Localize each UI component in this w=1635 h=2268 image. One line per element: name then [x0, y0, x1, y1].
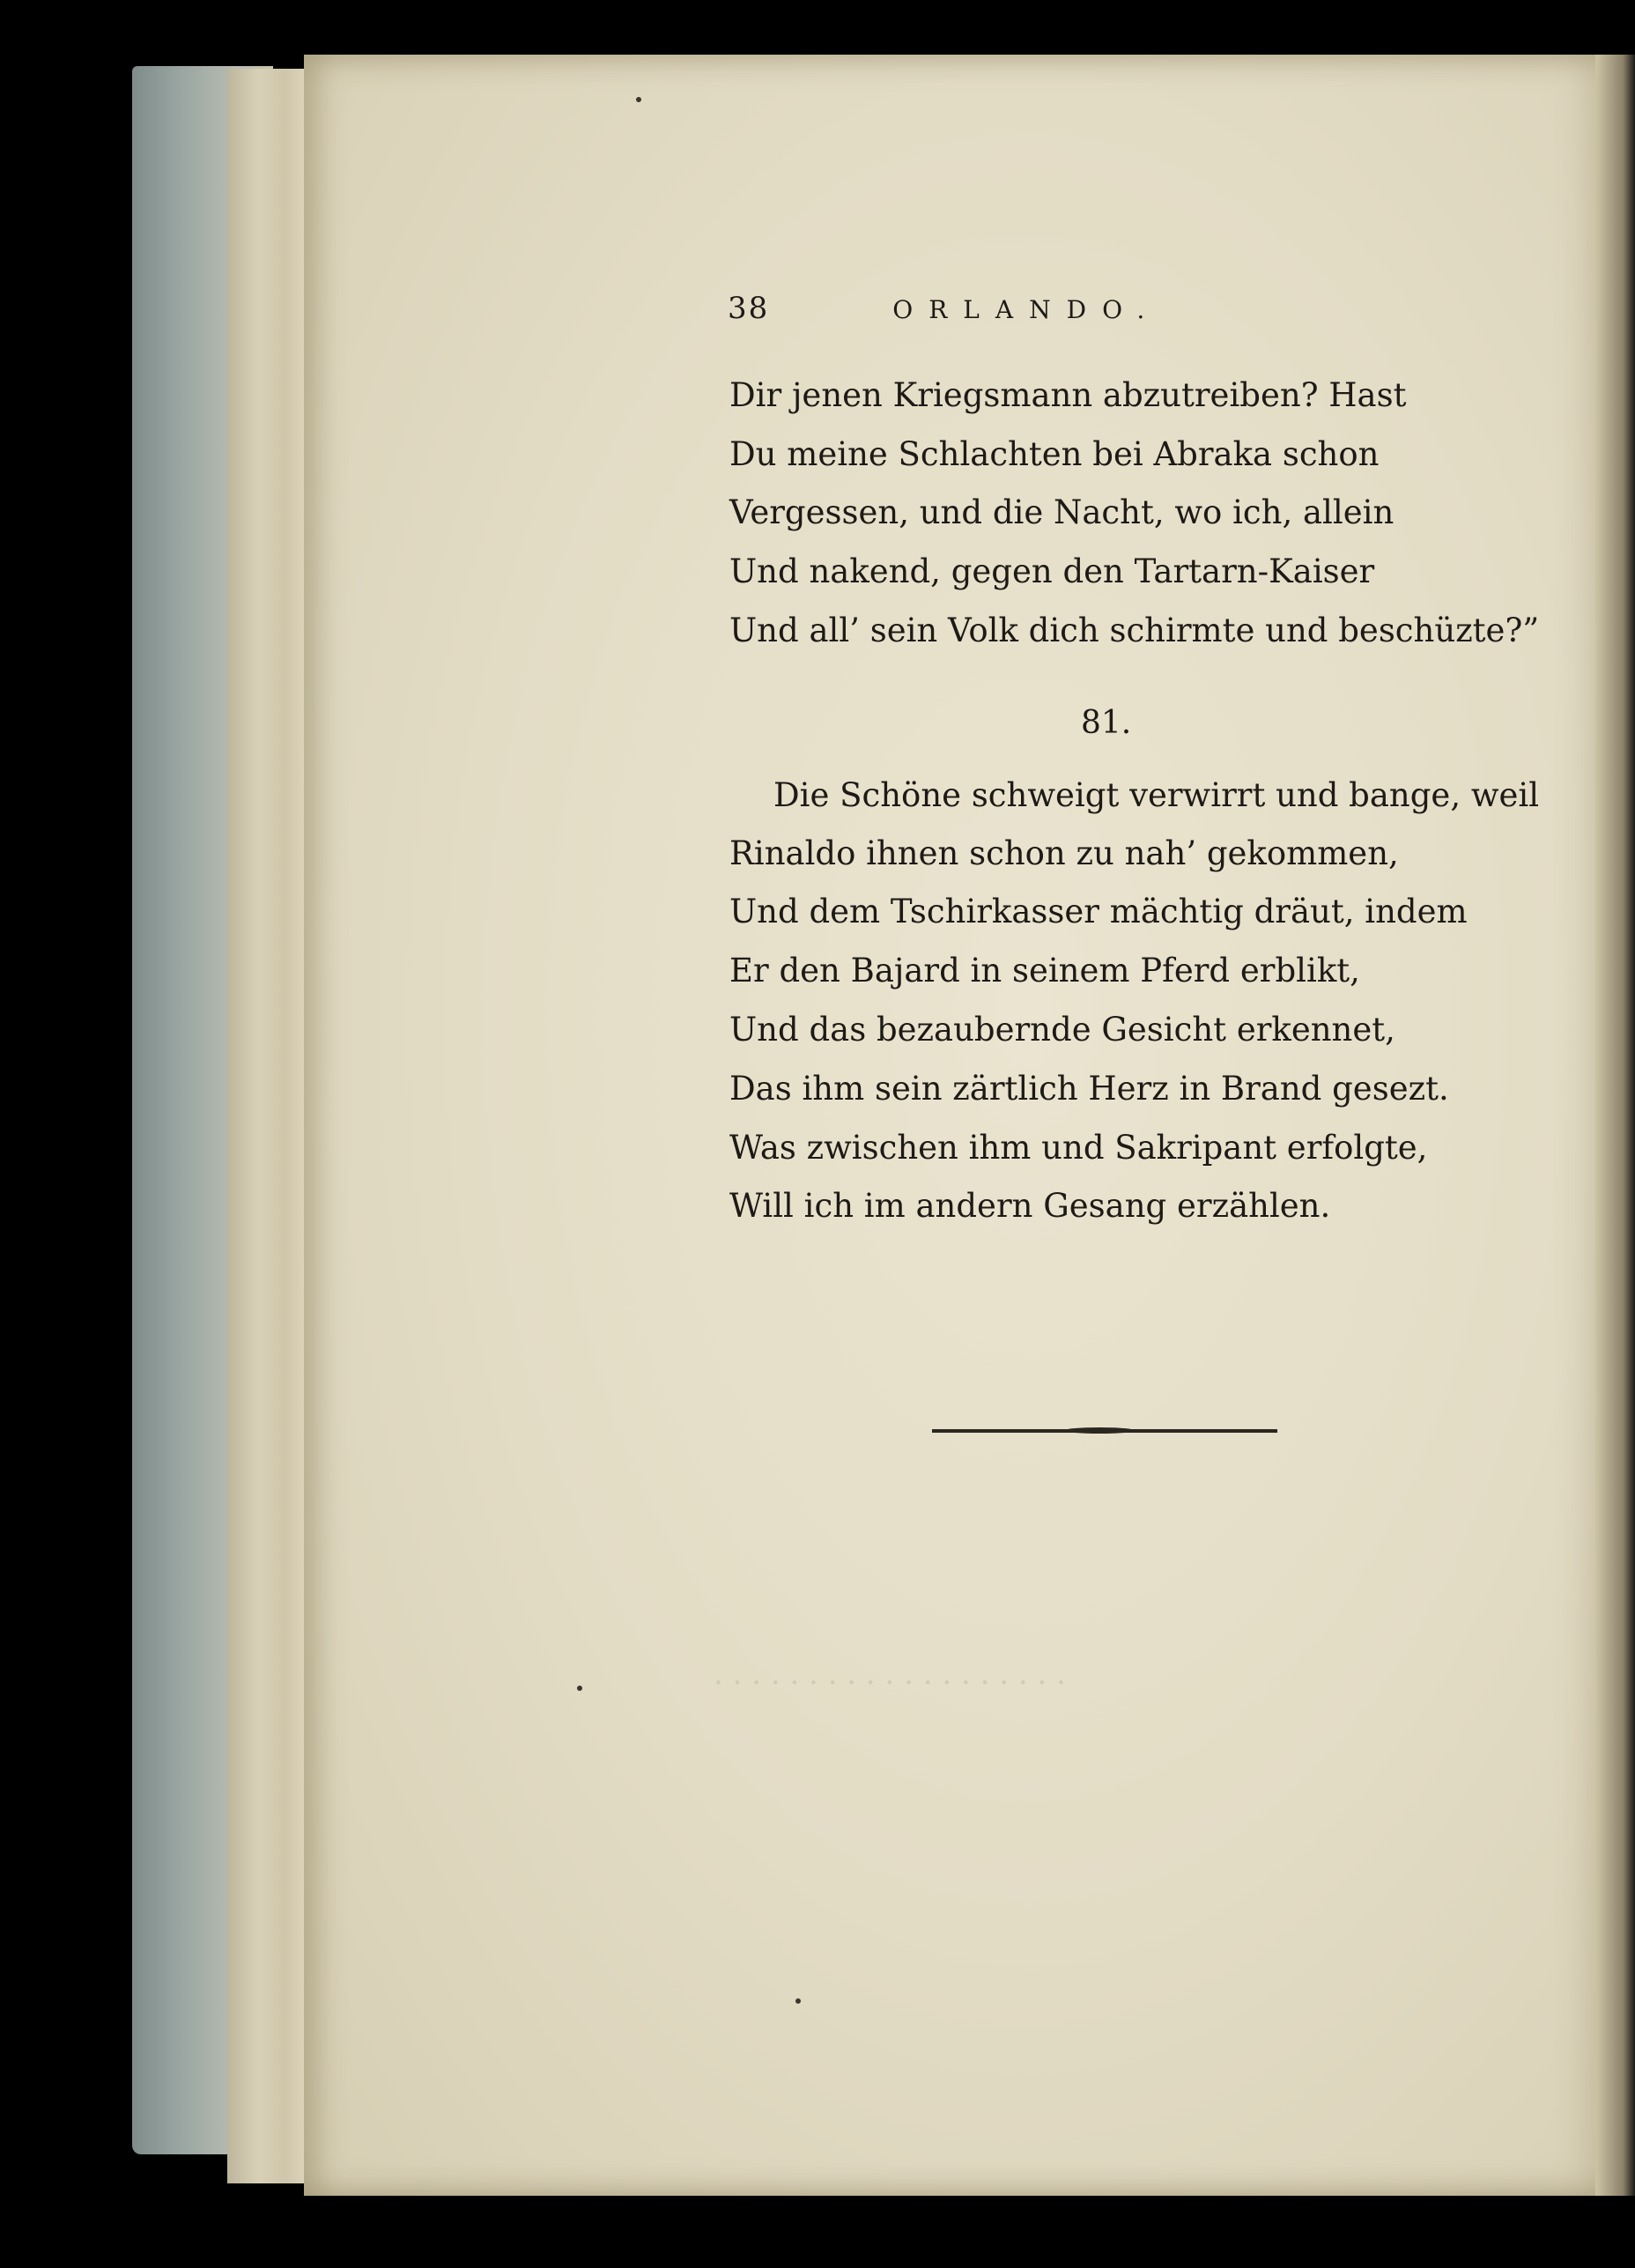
verse-line: Und das bezaubernde Gesicht erkennet, — [729, 1011, 1395, 1049]
verse-line: Das ihm sein zärtlich Herz in Brand gesezt. — [729, 1070, 1449, 1108]
verse-line: Und all’ sein Volk dich schirmte und beschüzte?” — [729, 611, 1540, 649]
running-title: ORLANDO. — [892, 295, 1161, 324]
stanza-number: 81. — [1081, 705, 1132, 741]
paper-speck — [636, 97, 641, 102]
section-divider-rule — [932, 1429, 1277, 1433]
verse-line: Was zwischen ihm und Sakripant erfolgte, — [729, 1129, 1428, 1167]
verse-line: Und nakend, gegen den Tartarn-Kaiser — [729, 552, 1375, 590]
verse-line: Du meine Schlachten bei Abraka schon — [729, 435, 1380, 473]
running-head — [728, 291, 1160, 326]
paper-speck — [795, 1998, 801, 2004]
page-number: 38 — [728, 291, 770, 326]
bleed-through-text: · · · · · · · · · · · · · · · · · · · — [714, 1665, 1066, 1701]
verse-line: Die Schöne schweigt verwirrt und bange, weil — [773, 776, 1540, 814]
verse-line: Rinaldo ihnen schon zu nah’ gekommen, — [729, 834, 1399, 872]
verse-line: Vergessen, und die Nacht, wo ich, allein — [729, 493, 1395, 531]
verse-line: Und dem Tschirkasser mächtig dräut, indem — [729, 893, 1468, 930]
verse-line: Will ich im andern Gesang erzählen. — [729, 1187, 1331, 1225]
verse-line: Dir jenen Kriegsmann abzutreiben? Hast — [729, 376, 1407, 414]
paper-speck — [577, 1686, 582, 1691]
verse-line: Er den Bajard in seinem Pferd erblikt, — [729, 952, 1360, 989]
